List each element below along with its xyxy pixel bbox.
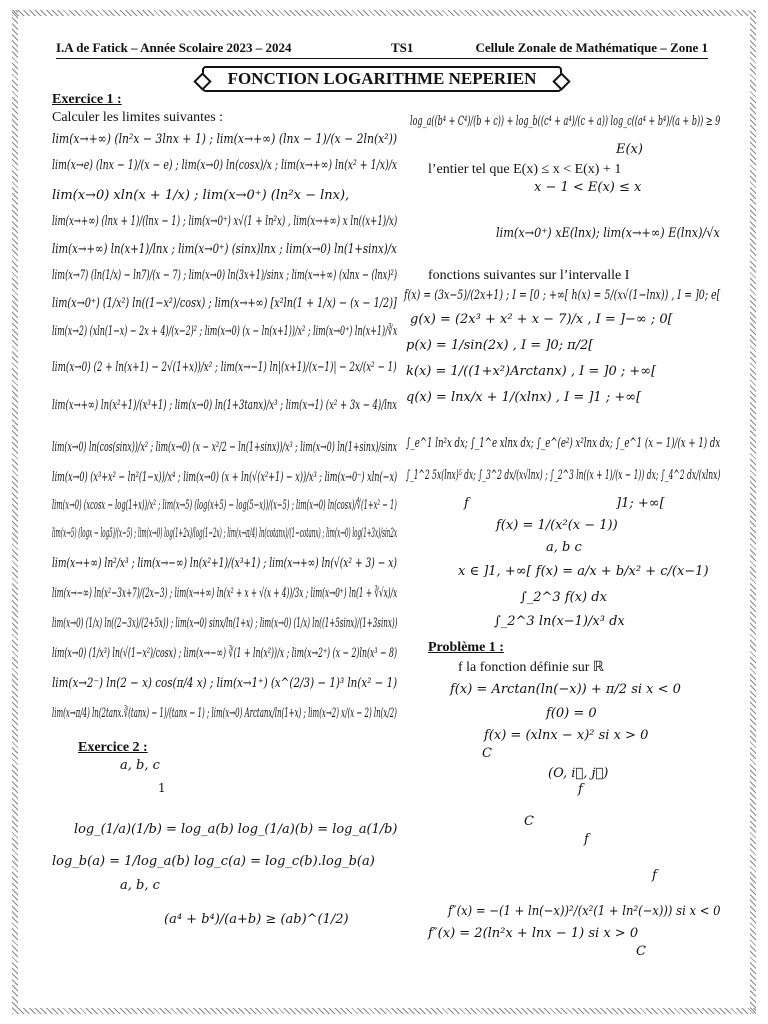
- left-line: lim(x→−∞) ln(x²−3x+7)/(2x−3) ; lim(x→+∞) ln(x² + x + √(x + 4))/3x ; lim(x→0⁺) ln(1 + ∛√x)/x: [52, 586, 398, 601]
- left-line: lim(x→0⁺) (1/x²) ln((1−x²)/cosx) ; lim(x→+∞) [x²ln(1 + 1/x) − (x − 1/2)]: [52, 296, 397, 311]
- left-line: lim(x→0) (1/x³) ln(√(1−x²)/cosx) ; lim(x→−∞) ∛(1 + ln(x²))/x ; lim(x→2⁺) (x − 2)ln(x³ − 8): [52, 646, 397, 661]
- right-line: ]1; +∞[: [616, 496, 665, 511]
- right-line: ∫_e^1 ln²x dx; ∫_1^e xlnx dx; ∫_e^(e²) x²lnx dx; ∫_e^1 (x − 1)/(x + 1) dx: [406, 436, 721, 451]
- right-line: lim(x→0⁺) xE(lnx); lim(x→+∞) E(lnx)/√x: [496, 226, 720, 241]
- left-line: 1: [158, 781, 166, 795]
- header-school: I.A de Fatick – Année Scolaire 2023 – 2024: [56, 40, 292, 55]
- right-line: f(0) = 0: [546, 706, 597, 721]
- right-line: f″(x) = −(1 + ln(−x))²/(x²(1 + ln²(−x))) si x < 0: [448, 904, 721, 919]
- right-line: C: [636, 944, 646, 959]
- left-line: Calculer les limites suivantes :: [52, 110, 224, 125]
- right-line: f la fonction définie sur ℝ: [458, 660, 604, 675]
- right-line: C: [524, 814, 534, 829]
- right-line: f: [578, 782, 583, 797]
- right-line: f: [464, 496, 469, 511]
- right-line: log_a((b⁴ + C⁴)/(b + c)) + log_b((c⁴ + a⁴)/(c + a)) log_c((a⁴ + b⁴)/(a + b)) ≥ 9: [410, 114, 721, 129]
- right-line: f(x) = 1/(x²(x − 1)): [496, 518, 618, 533]
- right-line: g(x) = (2x³ + x² + x − 7)/x , I = ]−∞ ; 0[: [410, 312, 673, 327]
- left-line: lim(x→7) (ln(1/x) − ln7)/(x − 7) ; lim(x→0) ln(3x+1)/sinx ; lim(x→+∞) (xlnx − (lnx)²): [52, 268, 398, 283]
- left-line: log_(1/a)(1/b) = log_a(b) log_(1/a)(b) = log_a(1/b): [74, 822, 398, 837]
- left-line: lim(x→0) (2 + ln(x+1) − 2√(1+x))/x² ; lim(x→−1) ln|(x+1)/(x−1)| − 2x/(x² − 1): [52, 360, 397, 375]
- right-line: C: [482, 746, 492, 761]
- left-line: a, b, c: [120, 758, 160, 773]
- right-line: ∫_2^3 ln(x−1)/x³ dx: [494, 614, 625, 629]
- right-line: ∫_1^2 5x(lnx)⁵ dx; ∫_3^2 dx/(x√lnx) ; ∫_2^3 ln((x + 1)/(x − 1)) dx; ∫_4^2 dx/(xlnx): [406, 468, 721, 483]
- left-line: lim(x→e) (lnx − 1)/(x − e) ; lim(x→0) ln(cosx)/x ; lim(x→+∞) ln(x² + 1/x)/x: [52, 158, 398, 173]
- right-line: f″(x) = 2(ln²x + lnx − 1) si x > 0: [428, 926, 639, 941]
- page-header: [56, 40, 708, 58]
- left-line: lim(x→0) (1/x) ln((2−3x)/(2+5x)) ; lim(x→0) sinx/ln(1+x) ; lim(x→0) (1/x) ln((1+5sinx)/(1+3sinx)): [52, 616, 398, 631]
- left-line: lim(x→0) xln(x + 1/x) ; lim(x→0⁺) (ln²x − lnx),: [52, 188, 350, 203]
- left-line: lim(x→5) (logx − log5)/(x−5) ; lim(x→0) log(1+2x)/log(1−2x) ; lim(x→π/4) ln(cotanx)/(1−cotanx) ; lim(x→0) log(1+3x)/sin2x: [52, 526, 398, 541]
- left-line: log_b(a) = 1/log_a(b) log_c(a) = log_c(b).log_b(a): [52, 854, 375, 869]
- header-cell: Cellule Zonale de Mathématique – Zone 1: [475, 40, 708, 55]
- page-border-top: [12, 10, 756, 16]
- left-line: lim(x→+∞) ln(x+1)/lnx ; lim(x→0⁺) (sinx)lnx ; lim(x→0) ln(1+sinx)/x: [52, 242, 397, 257]
- right-line: ∫_2^3 f(x) dx: [520, 590, 607, 605]
- left-line: lim(x→+∞) ln²/x³ ; lim(x→−∞) ln(x²+1)/(x³+1) ; lim(x→+∞) ln(√(x² + 3) − x): [52, 556, 397, 571]
- header-class: TS1: [391, 40, 414, 55]
- right-line: k(x) = 1/((1+x²)Arctanx) , I = ]0 ; +∞[: [406, 364, 657, 379]
- page-border-left: [12, 10, 18, 1014]
- right-line: q(x) = lnx/x + 1/(xlnx) , I = ]1 ; +∞[: [406, 390, 642, 405]
- left-line: lim(x→π/4) ln(2tanx.∛(tanx) − 1)/(tanx − 1) ; lim(x→0) Arctanx/ln(1+x) ; lim(x→2) x/(x − 2) ln(x/2): [52, 706, 397, 721]
- left-line: lim(x→0) (x³+x² − ln²(1−x))/x⁴ ; lim(x→0) (x + ln(√(x²+1) − x))/x³ ; lim(x→0⁻) xln(−x): [52, 470, 398, 485]
- page-border-right: [750, 10, 756, 1014]
- right-line: (O, i⃗, j⃗): [548, 766, 609, 781]
- left-line: lim(x→0) ln(cos(sinx))/x² ; lim(x→0) (x − x²/2 − ln(1+sinx))/x³ ; lim(x→0) ln(1+sinx)/sinx: [52, 440, 398, 455]
- left-line: a, b, c: [120, 878, 160, 893]
- right-line: l’entier tel que E(x) ≤ x < E(x) + 1: [428, 162, 622, 177]
- right-line: f(x) = (3x−5)/(2x+1) ; I = [0 ; +∞[ h(x) = 5/(x√(1−lnx)) , I = ]0; e[: [404, 288, 721, 303]
- left-line: Exercice 1 :: [52, 92, 122, 107]
- left-line: Exercice 2 :: [78, 740, 148, 755]
- right-line: a, b c: [546, 540, 582, 555]
- page-border-bottom: [12, 1008, 756, 1014]
- right-line: f(x) = Arctan(ln(−x)) + π/2 si x < 0: [450, 682, 681, 697]
- header-rule: [56, 58, 708, 59]
- right-line: p(x) = 1/sin(2x) , I = ]0; π/2[: [406, 338, 594, 353]
- left-line: (a⁴ + b⁴)/(a+b) ≥ (ab)^(1/2): [164, 912, 349, 927]
- page-title: FONCTION LOGARITHME NEPERIEN: [202, 66, 562, 92]
- left-line: lim(x→2) (xln(1−x) − 2x + 4)/(x−2)² ; lim(x→0) (x − ln(x+1))/x² ; lim(x→0⁺) ln(x+1)/∛x: [52, 324, 398, 339]
- left-line: lim(x→2⁻) ln(2 − x) cos(π/4 x) ; lim(x→1⁺) (x^(2/3) − 1)³ ln(x² − 1): [52, 676, 398, 691]
- right-line: f: [584, 832, 589, 847]
- left-line: lim(x→+∞) (lnx + 1)/(lnx − 1) ; lim(x→0⁺) x√(1 + ln²x) , lim(x→+∞) x ln((x+1)/x): [52, 214, 398, 229]
- right-line: Problème 1 :: [428, 640, 504, 655]
- right-line: fonctions suivantes sur l’intervalle I: [428, 268, 630, 283]
- right-line: x ∈ ]1, +∞[ f(x) = a/x + b/x² + c/(x−1): [458, 564, 709, 579]
- right-line: f(x) = (xlnx − x)² si x > 0: [484, 728, 649, 743]
- left-line: lim(x→0) (xcosx − log(1+x))/x² ; lim(x→5) (log(x+5) − log(5−x))/(x−5) ; lim(x→0) ln(cosx)/∜(1+x² − 1): [52, 498, 397, 513]
- right-line: E(x): [616, 142, 643, 157]
- right-line: f: [652, 868, 657, 883]
- left-line: lim(x→+∞) ln(x²+1)/(x³+1) ; lim(x→0) ln(1+3tanx)/x³ ; lim(x→1) (x² + 3x − 4)/lnx: [52, 398, 398, 413]
- right-line: x − 1 < E(x) ≤ x: [534, 180, 642, 195]
- left-line: lim(x→+∞) (ln²x − 3lnx + 1) ; lim(x→+∞) (lnx − 1)/(x − 2ln(x²)): [52, 132, 398, 147]
